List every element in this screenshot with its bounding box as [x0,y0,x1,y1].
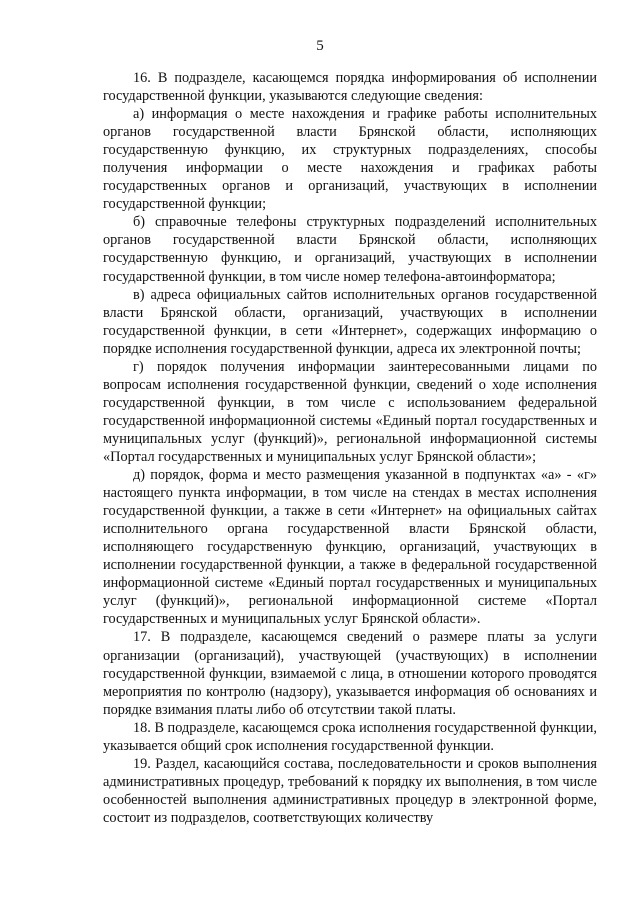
paragraph-16b: б) справочные телефоны структурных подразделений исполнительных органов государственной власти Брянской области, исполняющих государственную функцию, и организаций, участвующих в исполнении государственной функции, в том числе номер телефона-автоинформатора; [103,214,597,285]
paragraph-16v: в) адреса официальных сайтов исполнительных органов государственной власти Брянской области, организаций, участвующих в исполнении государственной функции, в сети «Интернет», содержащих информацию о порядке исполнения государственной функции, адреса их электронной почты; [103,286,597,357]
paragraph-16: 16. В подразделе, касающемся порядка информирования об исполнении государственной функции, указываются следующие сведения: [103,70,597,105]
page-number: 5 [316,38,324,54]
document-body [103,69,597,827]
paragraph-16g: г) порядок получения информации заинтересованными лицами по вопросам исполнения государственной функции, сведений о ходе исполнения государственной функции, в том числе с использованием федеральной государственной информационной системы «Единый портал государственных и муниципальных услуг (функций)», региональной информационной системы «Портал государственных и муниципальных услуг Брянской области»; [103,358,597,465]
paragraph-16a: а) информация о месте нахождения и графике работы исполнительных органов государственной власти Брянской области, исполняющих государственную функцию, их структурных подразделениях, способы получения информации о месте нахождения и графиках работы государственных органов и организаций, участвующих в исполнении государственной функции; [103,106,597,213]
paragraph-16d: д) порядок, форма и место размещения указанной в подпунктах «а» - «г» настоящего пункта информации, в том числе на стендах в местах исполнения государственной функции, а также в сети «Интернет» на официальных сайтах исполнительного органа государственной власти Брянской области, исполняющего государственную функцию, организаций, участвующих в исполнении государственной функции, а также в федеральной государственной информационной системе «Единый портал государственных и муниципальных услуг (функций)», региональной информационной системе «Портал государственных и муниципальных услуг Брянской области». [103,467,597,628]
paragraph-18: 18. В подразделе, касающемся срока исполнения государственной функции, указывается общий срок исполнения государственной функции. [103,719,597,754]
paragraph-19: 19. Раздел, касающийся состава, последовательности и сроков выполнения административных процедур, требований к порядку их выполнения, в том числе особенностей выполнения административных процедур в электронной форме, состоит из подразделов, соответствующих количеству [103,755,597,826]
paragraph-17: 17. В подразделе, касающемся сведений о размере платы за услуги организации (организаций), участвующей (участвующих) в исполнении государственной функции, взимаемой с лица, в отношении которого проводятся мероприятия по контролю (надзору), указывается информация об основаниях и порядке взимания платы либо об отсутствии такой платы. [103,629,597,718]
